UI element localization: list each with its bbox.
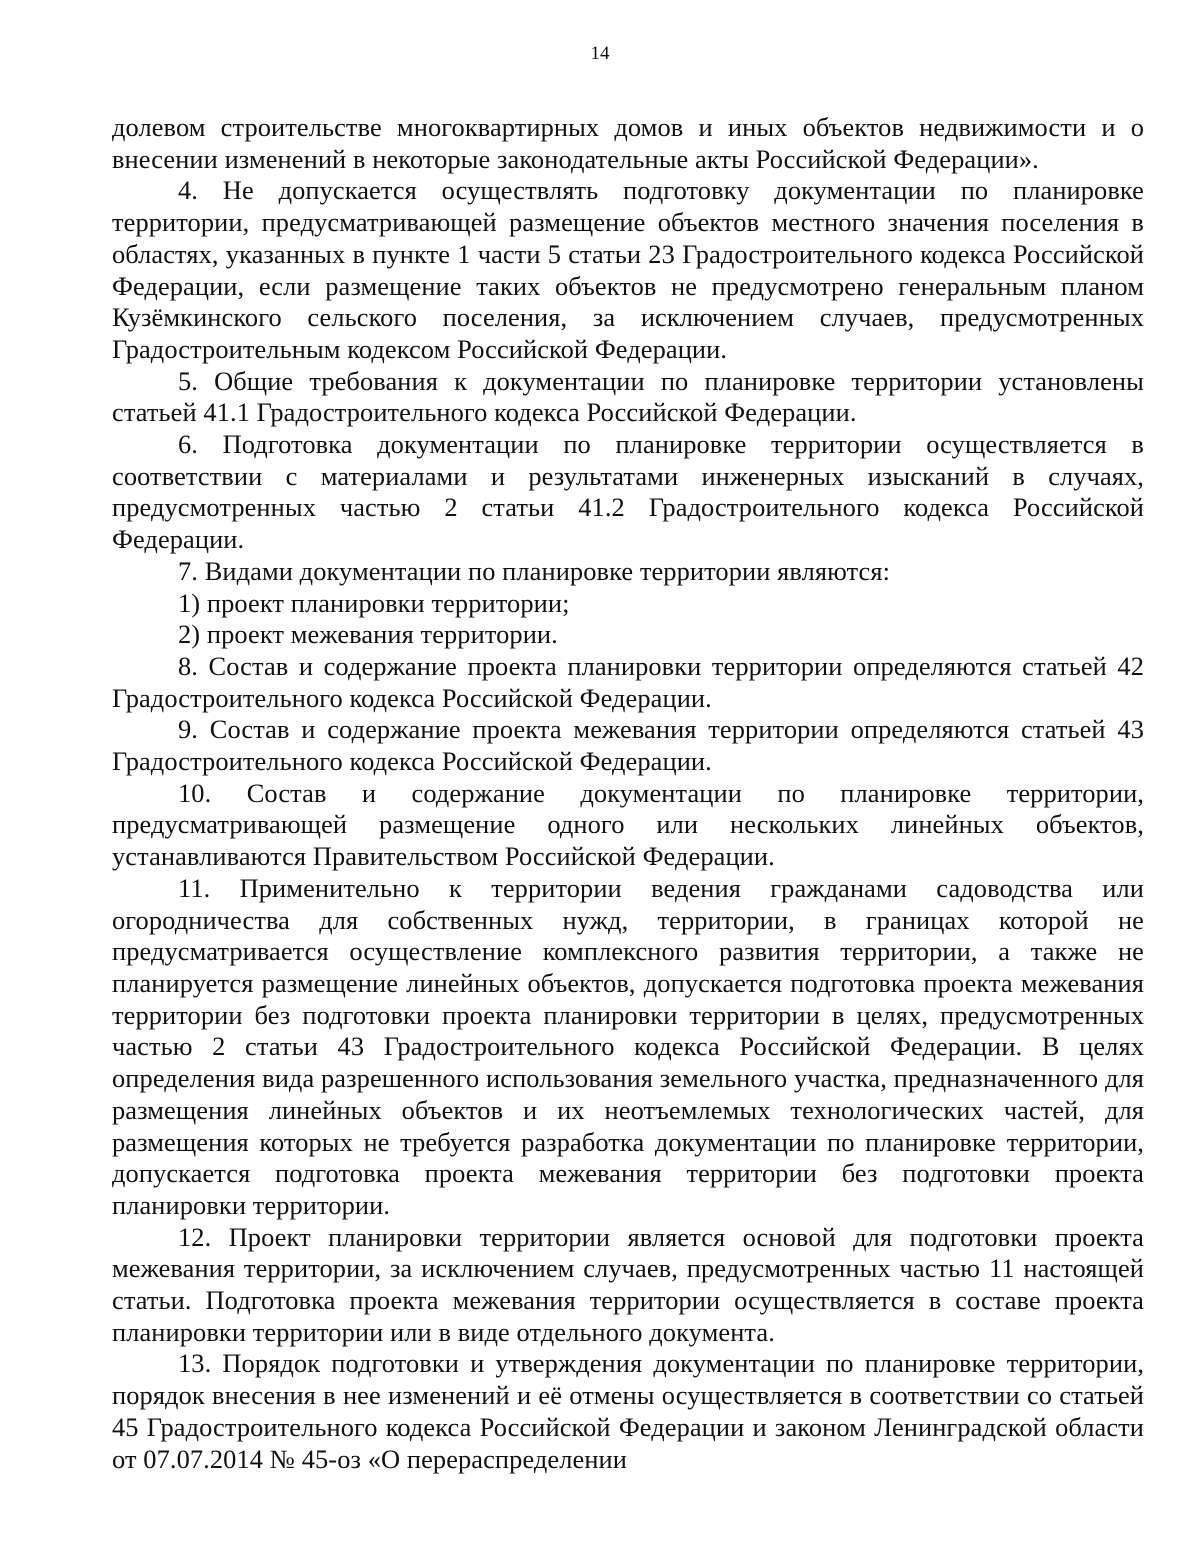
paragraph-item-9: 9. Состав и содержание проекта межевания территории определяются статьей 43 Градостроительного кодекса Российской Федерации. [112,714,1144,777]
paragraph-item-7: 7. Видами документации по планировке территории являются: [178,555,891,586]
paragraph-item-5: 5. Общие требования к документации по планировке территории установлены статьей 41.1 Градостроительного кодекса Российской Федерации. [112,365,1144,428]
paragraph-item-11: 11. Применительно к территории ведения гражданами садоводства или огородничества для собственных нужд, территории, в границах которой не предусматривается осуществление комплексного развития территории, а также не планируется размещение линейных объектов, допускается подготовка проекта межевания территории без подготовки проекта планировки территории в целях, предусмотренных частью 2 статьи 43 Градостроительного кодекса Российской Федерации. В целях определения вида разрешенного использования земельного участка, предназначенного для размещения линейных объектов и их неотъемлемых технологических частей, для размещения которых не требуется разработка документации по планировке территории, допускается подготовка проекта межевания территории без подготовки проекта планировки территории. [112,872,1144,1220]
paragraph-item-8: 8. Состав и содержание проекта планировки территории определяются статьей 42 Градостроительного кодекса Российской Федерации. [112,650,1144,713]
page-number: 14 [590,43,610,64]
paragraph-item-10: 10. Состав и содержание документации по планировке территории, предусматривающей размещение одного или нескольких линейных объектов, устанавливаются Правительством Российской Федерации. [112,777,1144,872]
document-body [112,112,1144,1475]
list-item-2: 2) проект межевания территории. [178,619,558,650]
paragraph-item-13: 13. Порядок подготовки и утверждения документации по планировке территории, порядок внесения в нее изменений и её отмены осуществляется в соответствии со статьей 45 Градостроительного кодекса Российской Федерации и законом Ленинградской области от 07.07.2014 № 45-оз «О перераспределении [112,1348,1144,1474]
paragraph-item-6: 6. Подготовка документации по планировке территории осуществляется в соответствии с материалами и результатами инженерных изысканий в случаях, предусмотренных частью 2 статьи 41.2 Градостроительного кодекса Российской Федерации. [112,429,1144,555]
list-item-1: 1) проект планировки территории; [178,587,570,618]
paragraph-continuation: долевом строительстве многоквартирных домов и иных объектов недвижимости и о внесении изменений в некоторые законодательные акты Российской Федерации». [112,112,1144,174]
paragraph-item-4: 4. Не допускается осуществлять подготовку документации по планировке территории, предусматривающей размещение объектов местного значения поселения в областях, указанных в пункте 1 части 5 статьи 23 Градостроительного кодекса Российской Федерации, если размещение таких объектов не предусмотрено генеральным планом Кузёмкинского сельского поселения, за исключением случаев, предусмотренных Градостроительным кодексом Российской Федерации. [112,175,1144,364]
paragraph-item-12: 12. Проект планировки территории является основой для подготовки проекта межевания территории, за исключением случаев, предусмотренных частью 11 настоящей статьи. Подготовка проекта межевания территории осуществляется в составе проекта планировки территории или в виде отдельного документа. [112,1221,1144,1347]
